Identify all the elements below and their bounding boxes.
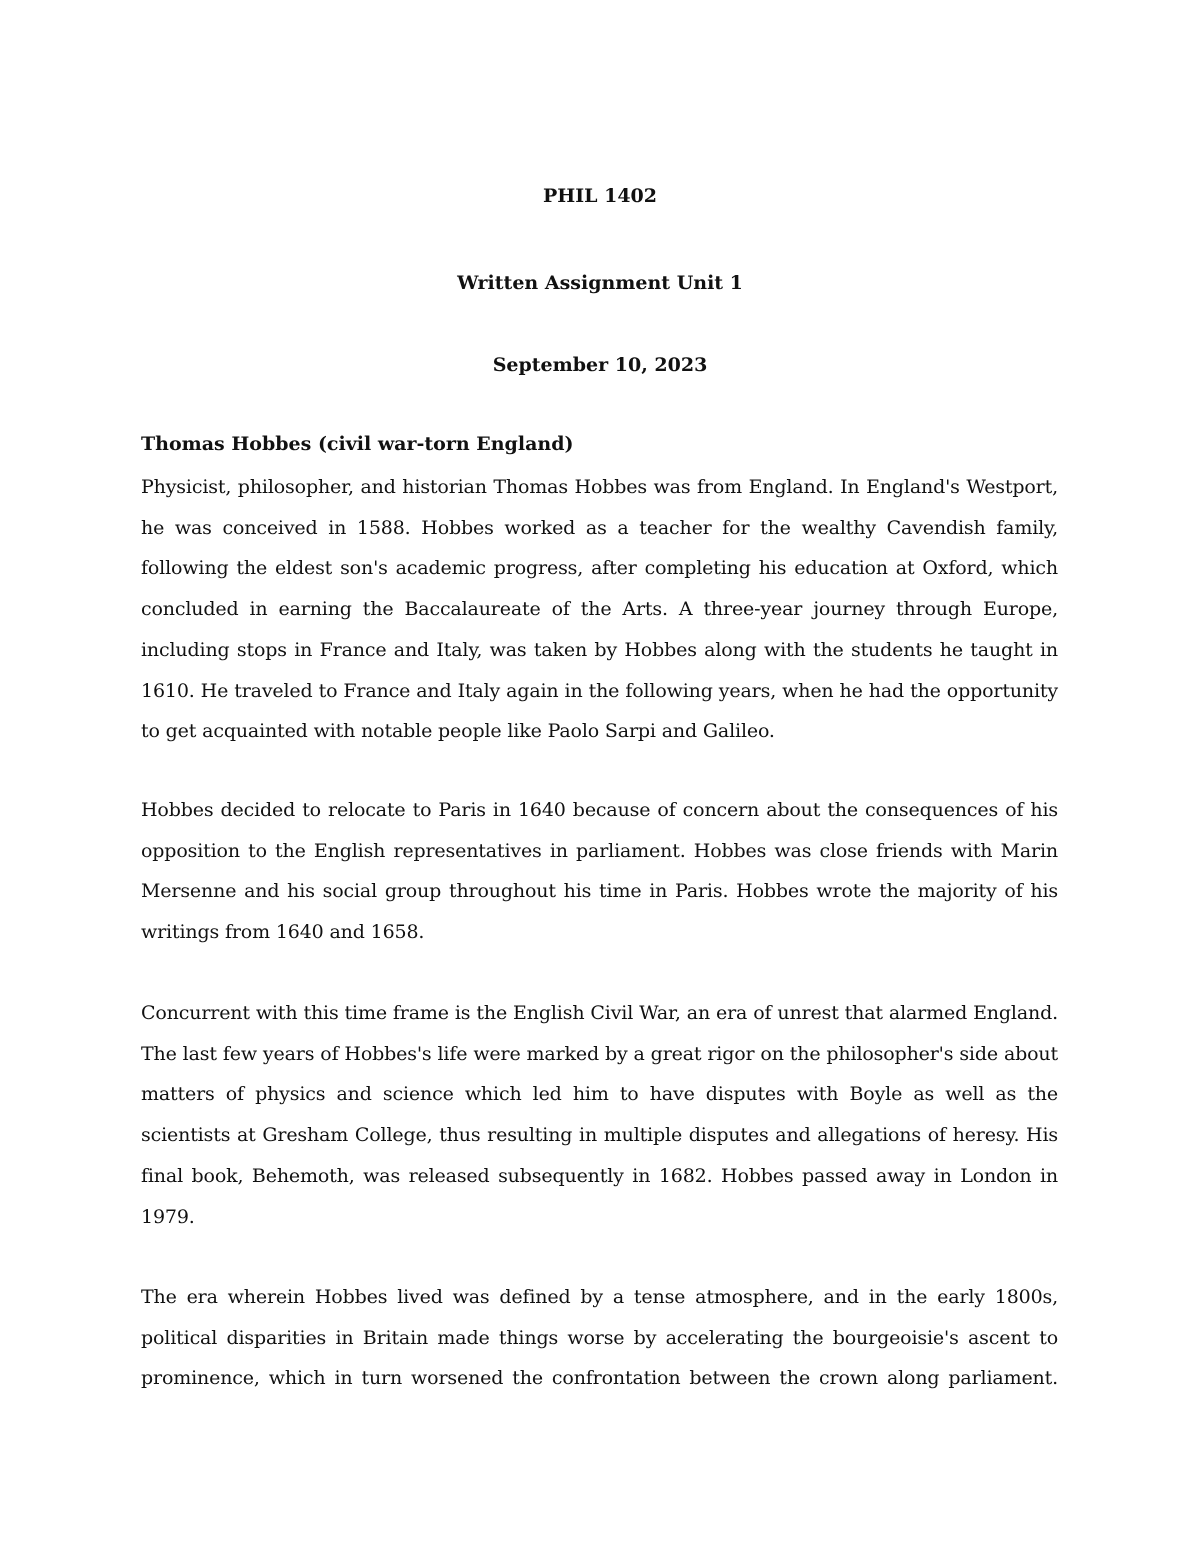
paragraph: Physicist, philosopher, and historian Thomas Hobbes was from England. In England's Westport, he was conceived in 1588. Hobbes worked as a teacher for the wealthy Cavendish family, following the eldest son's academic progress, after completing his education at Oxford, which concluded in earning the Baccalaureate of the Arts. A three-year journey through Europe, including stops in France and Italy, was taken by Hobbes along with the students he taught in 1610. He traveled to France and Italy again in the following years, when he had the opportunity to get acquainted with notable people like Paolo Sarpi and Galileo. [141, 476, 1058, 743]
section-title: Thomas Hobbes (civil war-torn England) [141, 433, 574, 455]
paragraph: The era wherein Hobbes lived was defined by a tense atmosphere, and in the early 1800s, political disparities in Britain made things worse by accelerating the bourgeoisie's ascent to prominence, which in turn worsened the confrontation between the crown along parliament. [141, 1286, 1058, 1390]
date-heading: September 10, 2023 [492, 354, 708, 376]
paragraph: Hobbes decided to relocate to Paris in 1640 because of concern about the consequences of his opposition to the English representatives in parliament. Hobbes was close friends with Marin Mersenne and his social group throughout his time in Paris. Hobbes wrote the majority of his writings from 1640 and 1658. [141, 799, 1058, 944]
paragraph: Concurrent with this time frame is the English Civil War, an era of unrest that alarmed England. The last few years of Hobbes's life were marked by a great rigor on the philosopher's side about matters of physics and science which led him to have disputes with Boyle as well as the scientists at Gresham College, thus resulting in multiple disputes and allegations of heresy. His final book, Behemoth, was released subsequently in 1682. Hobbes passed away in London in 1979. [141, 1002, 1058, 1228]
course-heading: PHIL 1402 [543, 185, 657, 207]
assignment-heading: Written Assignment Unit 1 [457, 272, 743, 294]
